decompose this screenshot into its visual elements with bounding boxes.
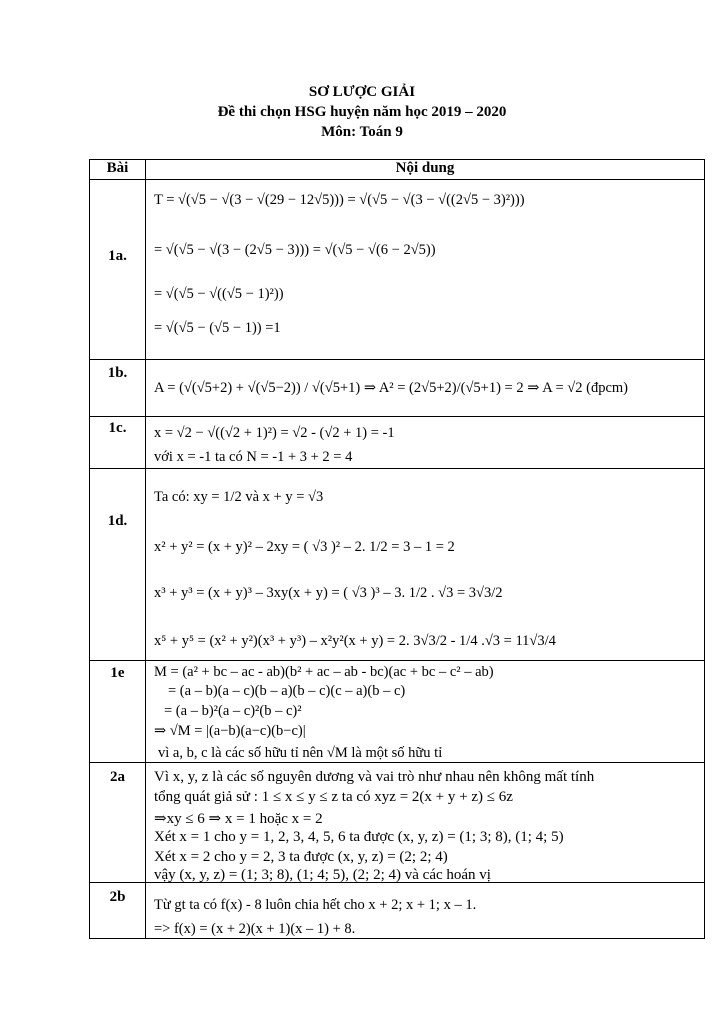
table-row <box>90 180 705 360</box>
content-line: tổng quát giả sử : 1 ≤ x ≤ y ≤ z ta có xyz = 2(x + y + z) ≤ 6z <box>154 789 513 805</box>
row-content <box>146 883 705 939</box>
table-row <box>90 469 705 661</box>
document-subtitle: Đề thi chọn HSG huyện năm học 2019 – 2020 <box>217 104 507 120</box>
content-line: x³ + y³ = (x + y)³ – 3xy(x + y) = ( √3 )³ – 3. 1/2 . √3 = 3√3/2 <box>154 585 503 601</box>
content-line: => f(x) = (x + 2)(x + 1)(x – 1) + 8. <box>154 921 356 937</box>
content-line: Xét x = 1 cho y = 1, 2, 3, 4, 5, 6 ta được (x, y, z) = (1; 3; 8), (1; 4; 5) <box>154 829 564 845</box>
content-line: A = (√(√5+2) + √(√5−2)) / √(√5+1) ⇒ A² = (2√5+2)/(√5+1) = 2 ⇒ A = √2 (đpcm) <box>154 380 629 396</box>
table-header-row <box>90 160 705 180</box>
content-line: = √(√5 − √((√5 − 1)²)) <box>154 286 284 302</box>
content-line: Ta có: xy = 1/2 và x + y = √3 <box>154 489 324 505</box>
row-content <box>146 360 705 417</box>
content-line: ⇒ √M = |(a−b)(a−c)(b−c)| <box>154 723 306 739</box>
table-row <box>90 417 705 469</box>
content-line: = √(√5 − √(3 − (2√5 − 3))) = √(√5 − √(6 − 2√5)) <box>154 242 436 258</box>
content-line: ⇒xy ≤ 6 ⇒ x = 1 hoặc x = 2 <box>154 811 323 827</box>
table-row <box>90 661 705 763</box>
row-label: 1c. <box>108 420 127 436</box>
content-line: M = (a² + bc – ac - ab)(b² + ac – ab - bc)(ac + bc – c² – ab) <box>154 664 494 680</box>
table-row <box>90 763 705 883</box>
row-content <box>146 469 705 661</box>
content-line: = √(√5 − (√5 − 1)) =1 <box>154 320 281 336</box>
content-line: Xét x = 2 cho y = 2, 3 ta được (x, y, z) = (2; 2; 4) <box>154 849 448 865</box>
content-line: x = √2 − √((√2 + 1)²) = √2 - (√2 + 1) = -1 <box>154 425 395 441</box>
content-line: vậy (x, y, z) = (1; 3; 8), (1; 4; 5), (2; 2; 4) và các hoán vị <box>154 867 491 883</box>
row-label: 1b. <box>107 365 128 381</box>
table-row <box>90 883 705 939</box>
column-header-content: Nội dung <box>146 160 705 180</box>
content-line: = (a – b)²(a – c)²(b – c)² <box>164 703 302 719</box>
row-label: 2a <box>110 769 125 785</box>
content-line: vì a, b, c là các số hữu tỉ nên √M là một số hữu tỉ <box>158 745 443 761</box>
solution-table <box>89 159 705 939</box>
document-subject: Môn: Toán 9 <box>321 124 403 140</box>
content-line: với x = -1 ta có N = -1 + 3 + 2 = 4 <box>154 449 353 465</box>
content-line: x⁵ + y⁵ = (x² + y²)(x³ + y³) – x²y²(x + y) = 2. 3√3/2 - 1/4 .√3 = 11√3/4 <box>154 633 556 649</box>
content-line: T = √(√5 − √(3 − √(29 − 12√5))) = √(√5 − √(3 − √((2√5 − 3)²))) <box>154 192 525 208</box>
row-label: 1d. <box>107 513 128 529</box>
content-line: Vì x, y, z là các số nguyên dương và vai trò như nhau nên không mất tính <box>154 769 595 785</box>
content-line: x² + y² = (x + y)² – 2xy = ( √3 )² – 2. 1/2 = 3 – 1 = 2 <box>154 539 455 555</box>
row-content <box>146 417 705 469</box>
column-header-bai: Bài <box>90 160 146 180</box>
row-label: 1a. <box>108 248 127 264</box>
row-label: 1e <box>110 665 125 681</box>
row-label: 2b <box>109 889 126 905</box>
row-content <box>146 661 705 763</box>
document-title: SƠ LƯỢC GIẢI <box>308 84 416 100</box>
table-row <box>90 360 705 417</box>
content-line: = (a – b)(a – c)(b – a)(b – c)(c – a)(b – c) <box>168 683 406 699</box>
row-content <box>146 180 705 360</box>
content-line: Từ gt ta có f(x) - 8 luôn chia hết cho x + 2; x + 1; x – 1. <box>154 897 477 913</box>
row-content <box>146 763 705 883</box>
